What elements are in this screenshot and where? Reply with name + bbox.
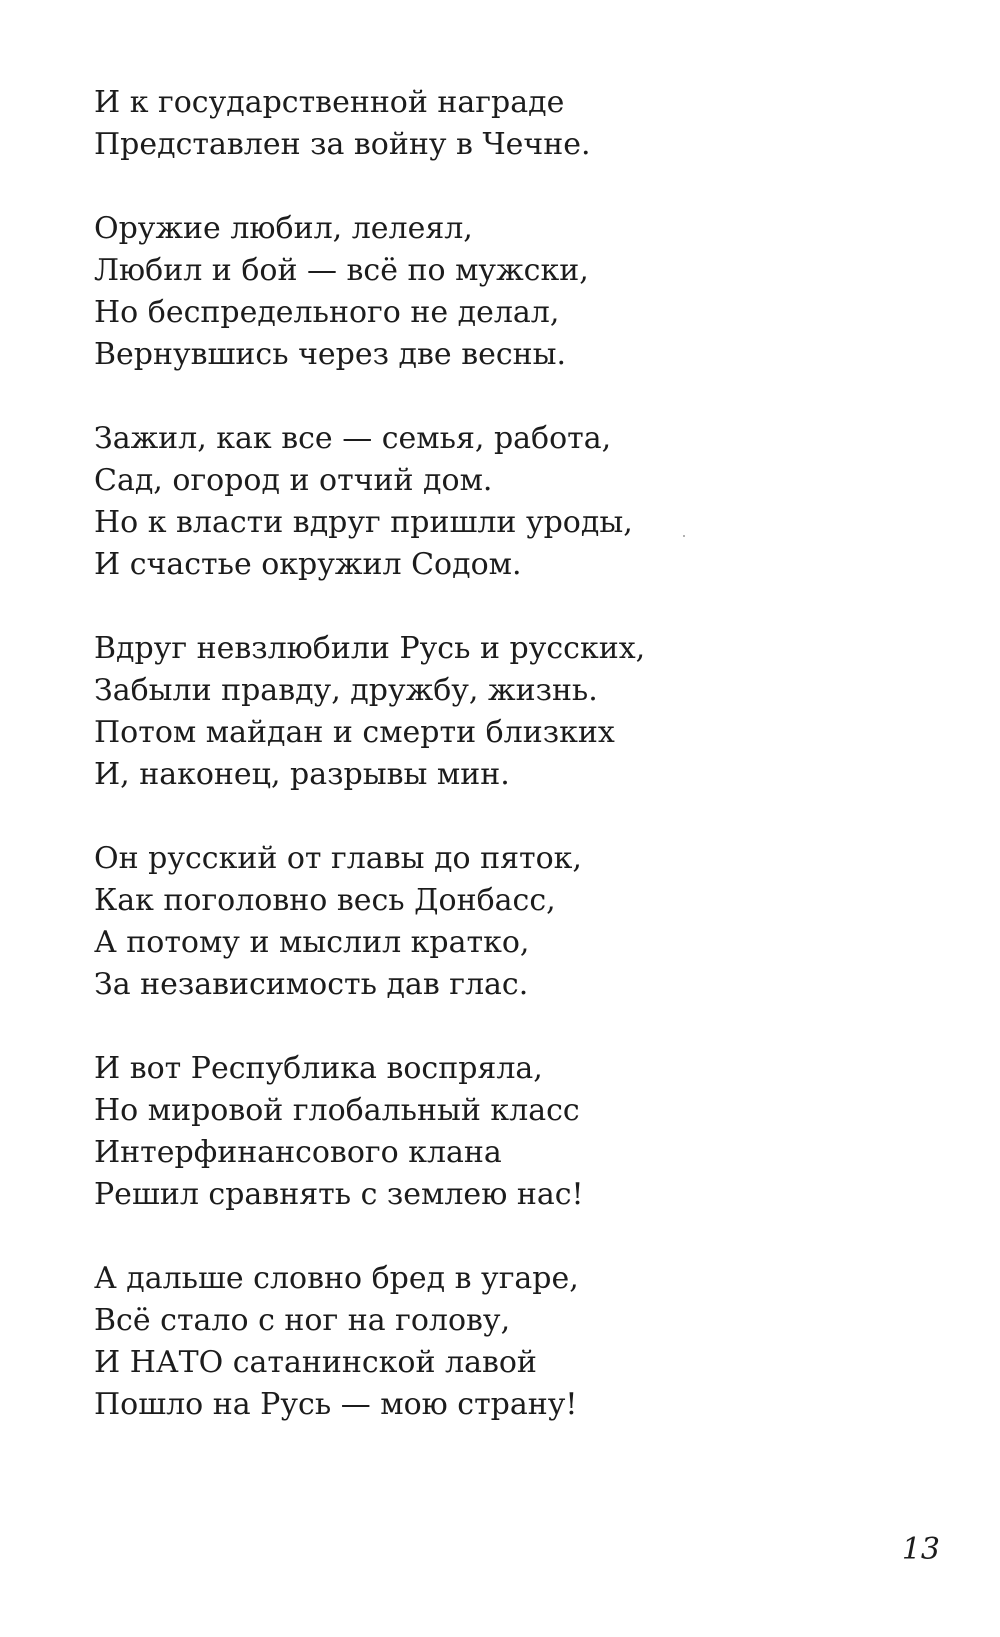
poem-line: Зажил, как все — семья, работа, [94,421,612,456]
poem-line: Пошло на Русь — мою страну! [94,1387,578,1422]
poem-line: Оружие любил, лелеял, [94,211,473,246]
stanza-3 [94,418,814,586]
poem-line: Но беспредельного не делал, [94,295,560,330]
poem-line: Сад, огород и отчий дом. [94,463,493,498]
stanza-4 [94,628,814,796]
stanza-6 [94,1048,814,1216]
poem-line: Как поголовно весь Донбасс, [94,883,556,918]
poem-line: Но к власти вдруг пришли уроды, [94,505,633,540]
poem-line: А потому и мыслил кратко, [94,925,530,960]
poem-line: Но мировой глобальный класс [94,1093,580,1128]
poem-line: Забыли правду, дружбу, жизнь. [94,673,598,708]
print-speck [683,535,685,537]
page-number: 13 [901,1532,940,1567]
poem-line: Вернувшись через две весны. [94,337,567,372]
poem-line: Потом майдан и смерти близких [94,715,615,750]
stanza-1 [94,82,814,166]
poem-line: И счастье окружил Содом. [94,547,522,582]
poem-line: Решил сравнять с землею нас! [94,1177,584,1212]
poem-line: За независимость дав глас. [94,967,529,1002]
poem-line: И НАТО сатанинской лавой [94,1345,537,1380]
stanza-2 [94,208,814,376]
poem-line: Всё стало с ног на голову, [94,1303,511,1338]
poem-line: Представлен за войну в Чечне. [94,127,591,162]
poem-line: Интерфинансового клана [94,1135,502,1170]
poem-line: И к государственной награде [94,85,565,120]
stanza-5 [94,838,814,1006]
poem-line: А дальше словно бред в угаре, [94,1261,579,1296]
poem-line: И, наконец, разрывы мин. [94,757,510,792]
poem-line: Любил и бой — всё по мужски, [94,253,589,288]
stanza-7 [94,1258,814,1426]
poem-line: Он русский от главы до пяток, [94,841,582,876]
poem-line: И вот Республика воспряла, [94,1051,543,1086]
poem-body [94,82,814,1468]
poem-line: Вдруг невзлюбили Русь и русских, [94,631,646,666]
